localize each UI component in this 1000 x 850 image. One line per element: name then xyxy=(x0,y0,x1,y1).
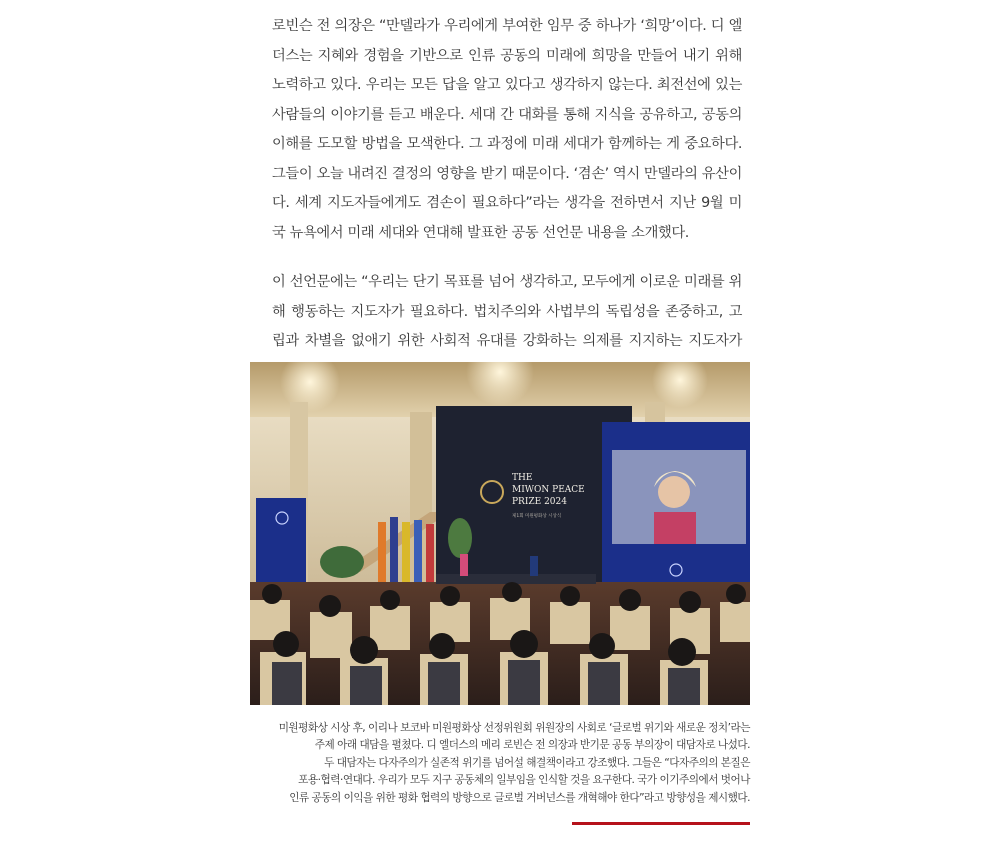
backdrop-subtitle: 제1회 미원평화상 시상식 xyxy=(512,514,562,519)
article-paragraph: 이 선언문에는 “우리는 단기 목표를 넘어 생각하고, 모두에게 이로운 미래를 위해 행동하는 지도자가 필요하다. 법치주의와 사법부의 독립성을 존중하고, 고립과 차별을 없애기 위한 사회적 유대를 강화하는 의제를 지지하는 지도자가 xyxy=(272,274,742,349)
caption-line: 포용·협력·연대다. 우리가 모두 지구 공동체의 일부임을 인식할 것을 요구한다. 국가 이기주의에서 벗어나 xyxy=(298,774,750,787)
caption-line: 두 대담자는 다자주의가 실존적 위기를 넘어설 해결책이라고 강조했다. 그들은 “다자주의의 본질은 xyxy=(324,756,750,769)
event-photo xyxy=(250,362,750,705)
article-body xyxy=(272,12,742,406)
backdrop-title-line: MIWON PEACE xyxy=(512,485,585,495)
caption-line: 인류 공동의 이익을 위한 평화 협력의 방향으로 글로벌 거버넌스를 개혁해야 한다”라고 방향성을 제시했다. xyxy=(289,791,750,804)
photo-caption xyxy=(255,720,750,807)
caption-accent-rule xyxy=(572,822,750,825)
caption-line: 미원평화상 시상 후, 이리나 보코바 미원평화상 선정위원회 위원장의 사회로 ‘글로벌 위기와 새로운 정치’라는 xyxy=(278,722,750,734)
backdrop-title-line: THE xyxy=(512,473,533,483)
backdrop-title-line: PRIZE 2024 xyxy=(512,497,567,507)
article-paragraph: 로빈슨 전 의장은 “만델라가 우리에게 부여한 임무 중 하나가 ‘희망’이다. 디 엘더스는 지혜와 경험을 기반으로 인류 공동의 미래에 희망을 만들어 내기 위해 노력하고 있다. 우리는 모든 답을 알고 있다고 생각하지 않는다. 최전선에 있는 사람들의 이야기를 듣고 배운다. 세대 간 대화를 통해 지식을 공유하고, 공동의 이해를 도모할 방법을 모색한다. 그 과정에 미래 세대가 함께하는 게 중요하다. 그들이 오늘 내려진 결정의 영향을 받기 때문이다. ‘겸손’ 역시 만델라의 유산이다. 세계 지도자들에게도 겸손이 필요하다”라는 생각을 전하면서 지난 9월 미국 뉴욕에서 미래 세대와 연대해 발표한 공동 선언문 내용을 소개했다. xyxy=(272,18,742,241)
caption-line: 주제 아래 대담을 펼쳤다. 디 엘더스의 메리 로빈슨 전 의장과 반기문 공동 부의장이 대담자로 나섰다. xyxy=(314,739,750,752)
